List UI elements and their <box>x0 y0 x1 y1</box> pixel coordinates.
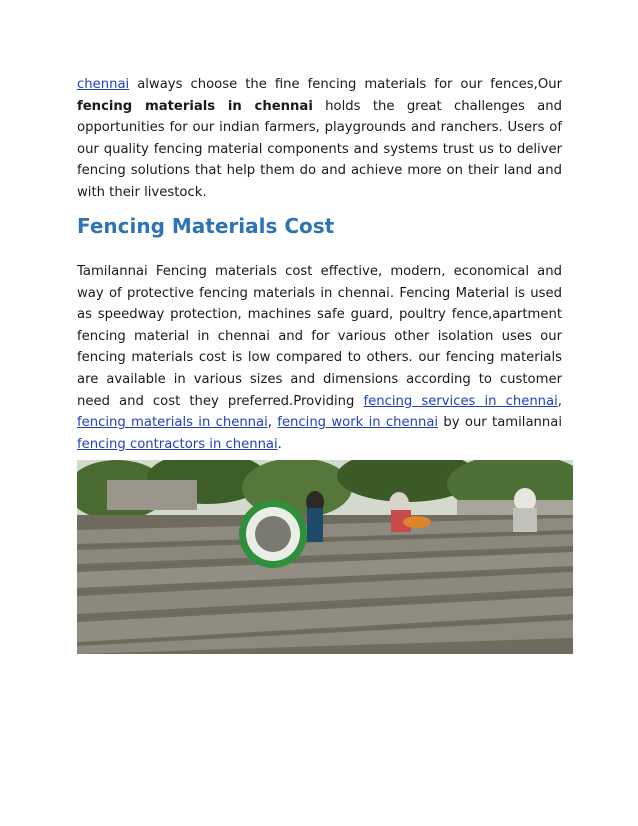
fencing-work-link[interactable]: fencing work in chennai <box>277 415 439 431</box>
intro-text-b: holds the great challenges and opportunities for our indian farmers, playgrounds and ranchers. Users of our quality fencing material components and systems trust us to deliver fencing solutions that help them do and achieve more on their land and with their livestock. <box>77 98 562 200</box>
photo-illustration <box>77 460 573 654</box>
intro-paragraph <box>77 74 562 204</box>
chennai-link[interactable]: chennai <box>77 77 130 92</box>
cost-text-a: Tamilannai Fencing materials cost effective, modern, economical and way of protective fencing materials in chennai. Fencing Material is used as speedway protection, machines safe guard, poultry fence,apartment fencing material in chennai and for various other isolation uses our fencing materials cost is low compared to others. our fencing materials are available in various sizes and dimensions according to customer need and cost they preferred.Providing <box>77 264 562 409</box>
cost-text-b: by our tamilannai <box>438 415 562 431</box>
company-seal-logo <box>239 500 307 568</box>
fencing-posts-photo <box>77 460 573 654</box>
cost-sep-1: , <box>557 393 562 409</box>
cost-text-end: . <box>277 436 282 452</box>
section-heading: Fencing Materials Cost <box>77 214 335 238</box>
fencing-materials-link[interactable]: fencing materials in chennai <box>77 415 268 431</box>
intro-bold-phrase: fencing materials in chennai <box>77 98 313 114</box>
cost-sep-2: , <box>267 415 278 431</box>
photo-wall <box>107 480 197 510</box>
intro-text-a: always choose the fine fencing materials for our fences,Our <box>129 77 562 92</box>
fencing-services-link[interactable]: fencing services in chennai <box>363 393 558 409</box>
cost-paragraph <box>77 261 562 455</box>
fencing-contractors-link[interactable]: fencing contractors in chennai <box>77 436 278 452</box>
